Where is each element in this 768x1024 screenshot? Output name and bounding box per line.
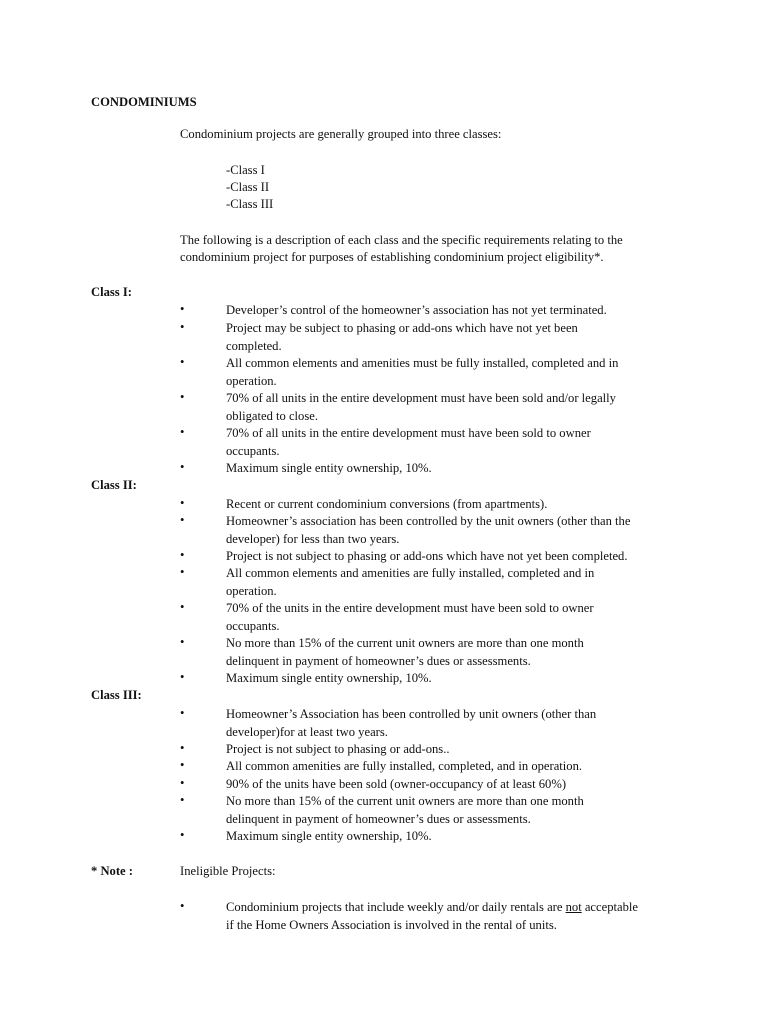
bullet-icon: •: [180, 828, 185, 842]
page-title: CONDOMINIUMS: [91, 95, 197, 109]
list-item: 90% of the units have been sold (owner-occupancy of at least 60%): [226, 777, 567, 791]
bullet-icon: •: [180, 758, 185, 772]
bullet-icon: •: [180, 899, 185, 913]
bullet-icon: •: [180, 548, 185, 562]
class2-label: Class II:: [91, 478, 137, 492]
bullet-icon: •: [180, 302, 185, 316]
list-item: Project is not subject to phasing or add-ons..: [226, 742, 450, 756]
list-item: Recent or current condominium conversions (from apartments).: [226, 497, 548, 511]
list-item: Maximum single entity ownership, 10%.: [226, 671, 432, 685]
bullet-icon: •: [180, 741, 185, 755]
description-text: The following is a description of each class and the specific requirements relating to the: [180, 233, 623, 247]
intro-text: Condominium projects are generally grouped into three classes:: [180, 127, 502, 141]
bullet-icon: •: [180, 496, 185, 510]
list-item: Homeowner’s Association has been controlled by unit owners (other than developer)for at least two years.: [226, 707, 597, 739]
list-item: No more than 15% of the current unit owners are more than one month delinquent in payment of homeowner’s dues or assessments.: [226, 794, 584, 826]
bullet-icon: •: [180, 513, 185, 527]
list-item: Developer’s control of the homeowner’s association has not yet terminated.: [226, 303, 607, 317]
class-list-item: -Class I: [226, 163, 265, 177]
bullet-icon: •: [180, 355, 185, 369]
list-item: No more than 15% of the current unit owners are more than one month delinquent in payment of homeowner’s dues or assessments.: [226, 636, 584, 668]
bullet-icon: •: [180, 793, 185, 807]
list-item: All common amenities are fully installed, completed, and in operation.: [226, 759, 583, 773]
bullet-icon: •: [180, 635, 185, 649]
list-item: 70% of the units in the entire development must have been sold to owner occupants.: [226, 601, 594, 633]
bullet-icon: •: [180, 460, 185, 474]
bullet-icon: •: [180, 320, 185, 334]
list-item: Project is not subject to phasing or add-ons which have not yet been completed.: [226, 549, 628, 563]
list-item: Homeowner’s association has been controlled by the unit owners (other than the developer) for less than two years.: [226, 514, 631, 546]
bullet-icon: •: [180, 565, 185, 579]
list-item: All common elements and amenities are fully installed, completed and in operation.: [226, 566, 595, 598]
class-list-item: -Class II: [226, 180, 270, 194]
bullet-icon: •: [180, 425, 185, 439]
note-label: * Note :: [91, 864, 133, 878]
note-heading: Ineligible Projects:: [180, 864, 276, 878]
bullet-icon: •: [180, 776, 185, 790]
bullet-icon: •: [180, 670, 185, 684]
list-item: Project may be subject to phasing or add-ons which have not yet been completed.: [226, 321, 578, 353]
class1-label: Class I:: [91, 285, 132, 299]
note-item: Condominium projects that include weekly and/or daily rentals are not acceptable if the Home Owners Association is involved in the rental of units.: [226, 900, 638, 932]
class3-label: Class III:: [91, 688, 142, 702]
description-text: condominium project for purposes of establishing condominium project eligibility*.: [180, 250, 604, 264]
bullet-icon: •: [180, 390, 185, 404]
bullet-icon: •: [180, 706, 185, 720]
class-list-item: -Class III: [226, 197, 274, 211]
list-item: Maximum single entity ownership, 10%.: [226, 461, 432, 475]
list-item: All common elements and amenities must be fully installed, completed and in operation.: [226, 356, 619, 388]
list-item: 70% of all units in the entire development must have been sold to owner occupants.: [226, 426, 591, 458]
list-item: 70% of all units in the entire development must have been sold and/or legally obligated to close.: [226, 391, 616, 423]
list-item: Maximum single entity ownership, 10%.: [226, 829, 432, 843]
bullet-icon: •: [180, 600, 185, 614]
emphasis-underline: not: [565, 900, 582, 914]
